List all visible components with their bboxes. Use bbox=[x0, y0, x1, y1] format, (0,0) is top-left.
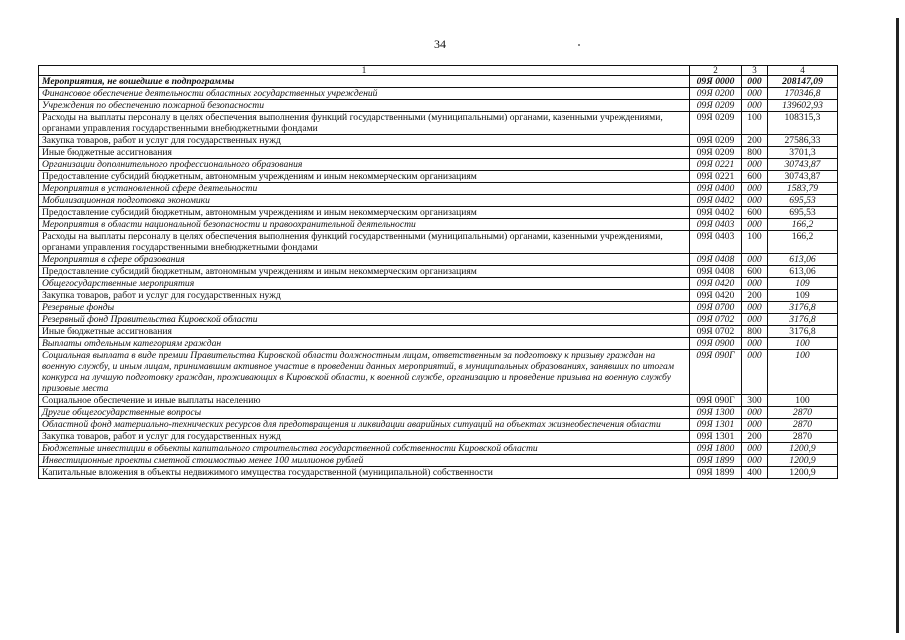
row-amount-cell: 109 bbox=[768, 290, 838, 302]
row-name-cell: Выплаты отдельным категориям граждан bbox=[39, 338, 690, 350]
row-type-cell: 800 bbox=[742, 326, 768, 338]
table-row bbox=[39, 443, 838, 455]
row-type-cell: 200 bbox=[742, 135, 768, 147]
table-row bbox=[39, 88, 838, 100]
row-amount-cell: 100 bbox=[768, 395, 838, 407]
column-header-4: 4 bbox=[768, 66, 838, 76]
row-type-cell: 000 bbox=[742, 183, 768, 195]
row-type-cell: 000 bbox=[742, 159, 768, 171]
row-amount-cell: 1583,79 bbox=[768, 183, 838, 195]
row-type-cell: 600 bbox=[742, 266, 768, 278]
row-amount-cell: 613,06 bbox=[768, 266, 838, 278]
row-code-cell: 09Я 1899 bbox=[690, 467, 742, 479]
table-row bbox=[39, 207, 838, 219]
row-code-cell: 09Я 1300 bbox=[690, 407, 742, 419]
table-row bbox=[39, 278, 838, 290]
row-amount-cell: 30743,87 bbox=[768, 159, 838, 171]
row-amount-cell: 1200,9 bbox=[768, 443, 838, 455]
row-type-cell: 000 bbox=[742, 350, 768, 395]
row-name-cell: Предоставление субсидий бюджетным, автономным учреждениям и иным некоммерческим организациям bbox=[39, 171, 690, 183]
row-amount-cell: 100 bbox=[768, 338, 838, 350]
scan-edge-shadow bbox=[896, 18, 899, 633]
column-header-3: 3 bbox=[742, 66, 768, 76]
table-row bbox=[39, 171, 838, 183]
row-type-cell: 000 bbox=[742, 76, 768, 88]
row-type-cell: 800 bbox=[742, 147, 768, 159]
table-row bbox=[39, 266, 838, 278]
table-row bbox=[39, 407, 838, 419]
table-row bbox=[39, 338, 838, 350]
row-type-cell: 200 bbox=[742, 290, 768, 302]
row-code-cell: 09Я 090Г bbox=[690, 350, 742, 395]
row-amount-cell: 109 bbox=[768, 278, 838, 290]
row-name-cell: Предоставление субсидий бюджетным, автономным учреждениям и иным некоммерческим организациям bbox=[39, 207, 690, 219]
table-row bbox=[39, 100, 838, 112]
row-code-cell: 09Я 0403 bbox=[690, 231, 742, 254]
row-code-cell: 09Я 0408 bbox=[690, 254, 742, 266]
budget-table bbox=[38, 65, 838, 479]
row-code-cell: 09Я 0402 bbox=[690, 207, 742, 219]
row-type-cell: 200 bbox=[742, 431, 768, 443]
table-row bbox=[39, 419, 838, 431]
table-row bbox=[39, 314, 838, 326]
row-type-cell: 000 bbox=[742, 195, 768, 207]
row-name-cell: Областной фонд материально-технических ресурсов для предотвращения и ликвидации аварийных ситуаций на объектах жизнеобеспечения области bbox=[39, 419, 690, 431]
row-amount-cell: 27586,33 bbox=[768, 135, 838, 147]
table-row bbox=[39, 195, 838, 207]
row-name-cell: Инвестиционные проекты сметной стоимостью менее 100 миллионов рублей bbox=[39, 455, 690, 467]
row-code-cell: 09Я 0209 bbox=[690, 100, 742, 112]
table-row bbox=[39, 326, 838, 338]
row-amount-cell: 139602,93 bbox=[768, 100, 838, 112]
row-type-cell: 400 bbox=[742, 467, 768, 479]
row-type-cell: 000 bbox=[742, 419, 768, 431]
row-name-cell: Социальное обеспечение и иные выплаты населению bbox=[39, 395, 690, 407]
row-code-cell: 09Я 1301 bbox=[690, 419, 742, 431]
row-type-cell: 000 bbox=[742, 88, 768, 100]
row-name-cell: Капитальные вложения в объекты недвижимого имущества государственной (муниципальной) собственности bbox=[39, 467, 690, 479]
row-code-cell: 09Я 0221 bbox=[690, 159, 742, 171]
row-type-cell: 600 bbox=[742, 207, 768, 219]
row-name-cell: Закупка товаров, работ и услуг для государственных нужд bbox=[39, 290, 690, 302]
table-row bbox=[39, 254, 838, 266]
row-name-cell: Закупка товаров, работ и услуг для государственных нужд bbox=[39, 431, 690, 443]
row-amount-cell: 613,06 bbox=[768, 254, 838, 266]
row-type-cell: 000 bbox=[742, 100, 768, 112]
table-row bbox=[39, 147, 838, 159]
row-code-cell: 09Я 0700 bbox=[690, 302, 742, 314]
table-row bbox=[39, 290, 838, 302]
row-name-cell: Общегосударственные мероприятия bbox=[39, 278, 690, 290]
row-code-cell: 09Я 0209 bbox=[690, 112, 742, 135]
row-amount-cell: 166,2 bbox=[768, 219, 838, 231]
table-row bbox=[39, 455, 838, 467]
row-amount-cell: 100 bbox=[768, 350, 838, 395]
column-header-1: 1 bbox=[39, 66, 690, 76]
row-name-cell: Другие общегосударственные вопросы bbox=[39, 407, 690, 419]
row-name-cell: Организации дополнительного профессионального образования bbox=[39, 159, 690, 171]
row-amount-cell: 208147,09 bbox=[768, 76, 838, 88]
table-row bbox=[39, 76, 838, 88]
row-amount-cell: 3176,8 bbox=[768, 302, 838, 314]
row-amount-cell: 3701,3 bbox=[768, 147, 838, 159]
row-code-cell: 09Я 1899 bbox=[690, 455, 742, 467]
row-name-cell: Иные бюджетные ассигнования bbox=[39, 326, 690, 338]
row-type-cell: 000 bbox=[742, 443, 768, 455]
row-name-cell: Мероприятия в сфере образования bbox=[39, 254, 690, 266]
row-amount-cell: 170346,8 bbox=[768, 88, 838, 100]
row-name-cell: Предоставление субсидий бюджетным, автономным учреждениям и иным некоммерческим организациям bbox=[39, 266, 690, 278]
row-name-cell: Мероприятия в установленной сфере деятельности bbox=[39, 183, 690, 195]
row-amount-cell: 1200,9 bbox=[768, 455, 838, 467]
column-header-2: 2 bbox=[690, 66, 742, 76]
row-code-cell: 09Я 0200 bbox=[690, 88, 742, 100]
table-row bbox=[39, 159, 838, 171]
row-type-cell: 000 bbox=[742, 455, 768, 467]
table-row bbox=[39, 431, 838, 443]
row-type-cell: 600 bbox=[742, 171, 768, 183]
row-type-cell: 100 bbox=[742, 112, 768, 135]
row-name-cell: Финансовое обеспечение деятельности областных государственных учреждений bbox=[39, 88, 690, 100]
row-code-cell: 09Я 0221 bbox=[690, 171, 742, 183]
row-name-cell: Бюджетные инвестиции в объекты капитального строительства государственной собственности Кировской области bbox=[39, 443, 690, 455]
row-code-cell: 09Я 090Г bbox=[690, 395, 742, 407]
row-type-cell: 000 bbox=[742, 278, 768, 290]
row-name-cell: Иные бюджетные ассигнования bbox=[39, 147, 690, 159]
row-type-cell: 000 bbox=[742, 338, 768, 350]
row-amount-cell: 108315,3 bbox=[768, 112, 838, 135]
row-name-cell: Закупка товаров, работ и услуг для государственных нужд bbox=[39, 135, 690, 147]
row-code-cell: 09Я 0209 bbox=[690, 147, 742, 159]
row-name-cell: Расходы на выплаты персоналу в целях обеспечения выполнения функций государственными (муниципальными) органами, казенными учреждениями, органами управления государственными внебюджетными фондами bbox=[39, 231, 690, 254]
row-amount-cell: 166,2 bbox=[768, 231, 838, 254]
row-type-cell: 300 bbox=[742, 395, 768, 407]
row-code-cell: 09Я 0402 bbox=[690, 195, 742, 207]
row-amount-cell: 2870 bbox=[768, 419, 838, 431]
row-type-cell: 000 bbox=[742, 219, 768, 231]
table-header-row bbox=[39, 66, 838, 76]
row-amount-cell: 695,53 bbox=[768, 207, 838, 219]
row-name-cell: Мероприятия в области национальной безопасности и правоохранительной деятельности bbox=[39, 219, 690, 231]
table-row bbox=[39, 302, 838, 314]
row-type-cell: 000 bbox=[742, 302, 768, 314]
row-name-cell: Учреждения по обеспечению пожарной безопасности bbox=[39, 100, 690, 112]
row-code-cell: 09Я 0702 bbox=[690, 326, 742, 338]
row-amount-cell: 2870 bbox=[768, 407, 838, 419]
table-row bbox=[39, 467, 838, 479]
row-name-cell: Мероприятия, не вошедшие в подпрограммы bbox=[39, 76, 690, 88]
row-name-cell: Мобилизационная подготовка экономики bbox=[39, 195, 690, 207]
row-type-cell: 000 bbox=[742, 407, 768, 419]
row-name-cell: Резервные фонды bbox=[39, 302, 690, 314]
row-type-cell: 000 bbox=[742, 254, 768, 266]
table-row bbox=[39, 112, 838, 135]
table-row bbox=[39, 395, 838, 407]
row-amount-cell: 695,53 bbox=[768, 195, 838, 207]
row-code-cell: 09Я 0000 bbox=[690, 76, 742, 88]
row-code-cell: 09Я 0403 bbox=[690, 219, 742, 231]
row-name-cell: Расходы на выплаты персоналу в целях обеспечения выполнения функций государственными (муниципальными) органами, казенными учреждениями, органами управления государственными внебюджетными фондами bbox=[39, 112, 690, 135]
row-code-cell: 09Я 0420 bbox=[690, 278, 742, 290]
row-amount-cell: 3176,8 bbox=[768, 314, 838, 326]
row-name-cell: Резервный фонд Правительства Кировской области bbox=[39, 314, 690, 326]
row-code-cell: 09Я 0420 bbox=[690, 290, 742, 302]
row-code-cell: 09Я 0702 bbox=[690, 314, 742, 326]
row-code-cell: 09Я 0209 bbox=[690, 135, 742, 147]
table-row bbox=[39, 219, 838, 231]
row-amount-cell: 2870 bbox=[768, 431, 838, 443]
row-code-cell: 09Я 1301 bbox=[690, 431, 742, 443]
table-row bbox=[39, 350, 838, 395]
table-row bbox=[39, 231, 838, 254]
row-name-cell: Социальная выплата в виде премии Правительства Кировской области должностным лицам, ответственным за подготовку к призыву граждан на военную службу, и иным лицам, принимавшим активное участие в проведении данных мероприятий, в муниципальных образованиях, занявших по итогам конкурса на лучшую подготовку граждан, проживающих в Кировской области, к военной службе, организацию и проведение призыва на военную службу призовые места bbox=[39, 350, 690, 395]
row-amount-cell: 1200,9 bbox=[768, 467, 838, 479]
row-code-cell: 09Я 1800 bbox=[690, 443, 742, 455]
row-type-cell: 100 bbox=[742, 231, 768, 254]
row-code-cell: 09Я 0400 bbox=[690, 183, 742, 195]
row-amount-cell: 30743,87 bbox=[768, 171, 838, 183]
table-row bbox=[39, 183, 838, 195]
row-type-cell: 000 bbox=[742, 314, 768, 326]
row-code-cell: 09Я 0408 bbox=[690, 266, 742, 278]
scan-speck bbox=[578, 44, 580, 46]
budget-table-body bbox=[39, 66, 838, 479]
row-code-cell: 09Я 0900 bbox=[690, 338, 742, 350]
table-row bbox=[39, 135, 838, 147]
page-number: 34 bbox=[434, 37, 446, 51]
row-amount-cell: 3176,8 bbox=[768, 326, 838, 338]
